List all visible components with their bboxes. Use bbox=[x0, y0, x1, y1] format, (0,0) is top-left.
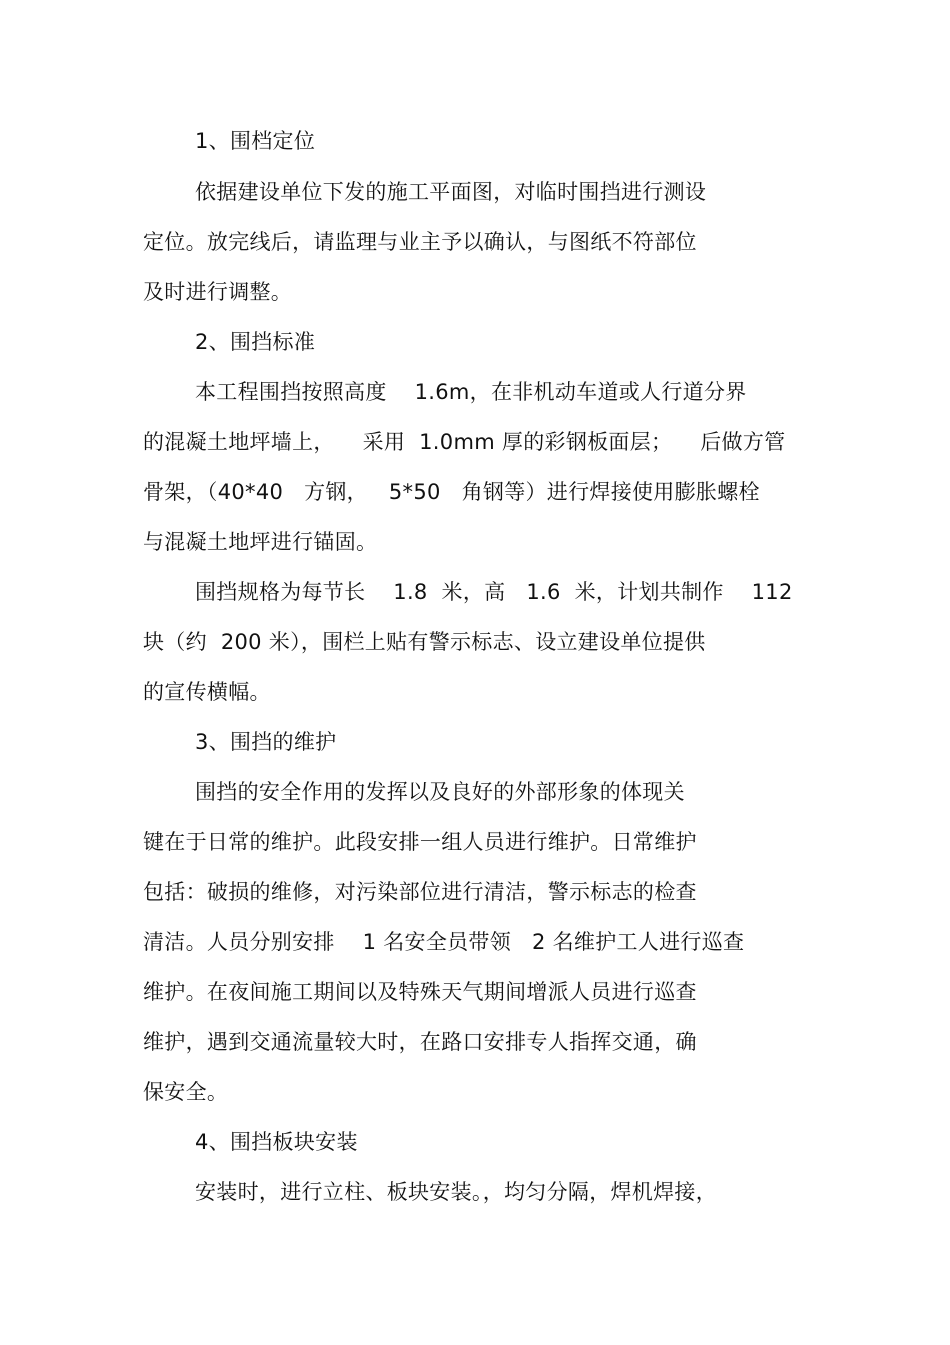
paragraph-line: 保安全。 bbox=[143, 1080, 229, 1104]
paragraph-line: 安装时，进行立柱、板块安装。，均匀分隔，焊机焊接， bbox=[195, 1180, 717, 1204]
paragraph-line: 维护，遇到交通流量较大时，在路口安排专人指挥交通，确 bbox=[143, 1030, 697, 1054]
paragraph-line: 键在于日常的维护。此段安排一组人员进行维护。日常维护 bbox=[143, 830, 697, 854]
heading-4: 4、围挡板块安装 bbox=[195, 1130, 358, 1154]
paragraph-line: 的宣传横幅。 bbox=[143, 680, 271, 704]
paragraph-line: 骨架，（40*40 方钢， 5*50 角钢等）进行焊接使用膨胀螺栓 bbox=[143, 480, 760, 504]
paragraph-line: 及时进行调整。 bbox=[143, 280, 293, 304]
paragraph-line: 本工程围挡按照高度 1.6m，在非机动车道或人行道分界 bbox=[195, 380, 747, 404]
heading-1: 1、围档定位 bbox=[195, 129, 316, 153]
paragraph-line: 的混凝土地坪墙上， 采用 1.0mm 厚的彩钢板面层； 后做方管 bbox=[143, 430, 786, 454]
paragraph-line: 定位。放完线后，请监理与业主予以确认，与图纸不符部位 bbox=[143, 230, 697, 254]
paragraph-line: 围挡规格为每节长 1.8 米，高 1.6 米，计划共制作 112 bbox=[195, 580, 793, 604]
paragraph-line: 清洁。人员分别安排 1 名安全员带领 2 名维护工人进行巡查 bbox=[143, 930, 745, 954]
paragraph-line: 块（约 200 米），围栏上贴有警示标志、设立建设单位提供 bbox=[143, 630, 706, 654]
paragraph-line: 维护。在夜间施工期间以及特殊天气期间增派人员进行巡查 bbox=[143, 980, 697, 1004]
paragraph-line: 依据建设单位下发的施工平面图，对临时围挡进行测设 bbox=[195, 180, 707, 204]
paragraph-line: 围挡的安全作用的发挥以及良好的外部形象的体现关 bbox=[195, 780, 685, 804]
paragraph-line: 包括：破损的维修，对污染部位进行清洁，警示标志的检查 bbox=[143, 880, 697, 904]
heading-2: 2、围挡标准 bbox=[195, 330, 316, 354]
paragraph-line: 与混凝土地坪进行锚固。 bbox=[143, 530, 378, 554]
heading-3: 3、围挡的维护 bbox=[195, 730, 337, 754]
